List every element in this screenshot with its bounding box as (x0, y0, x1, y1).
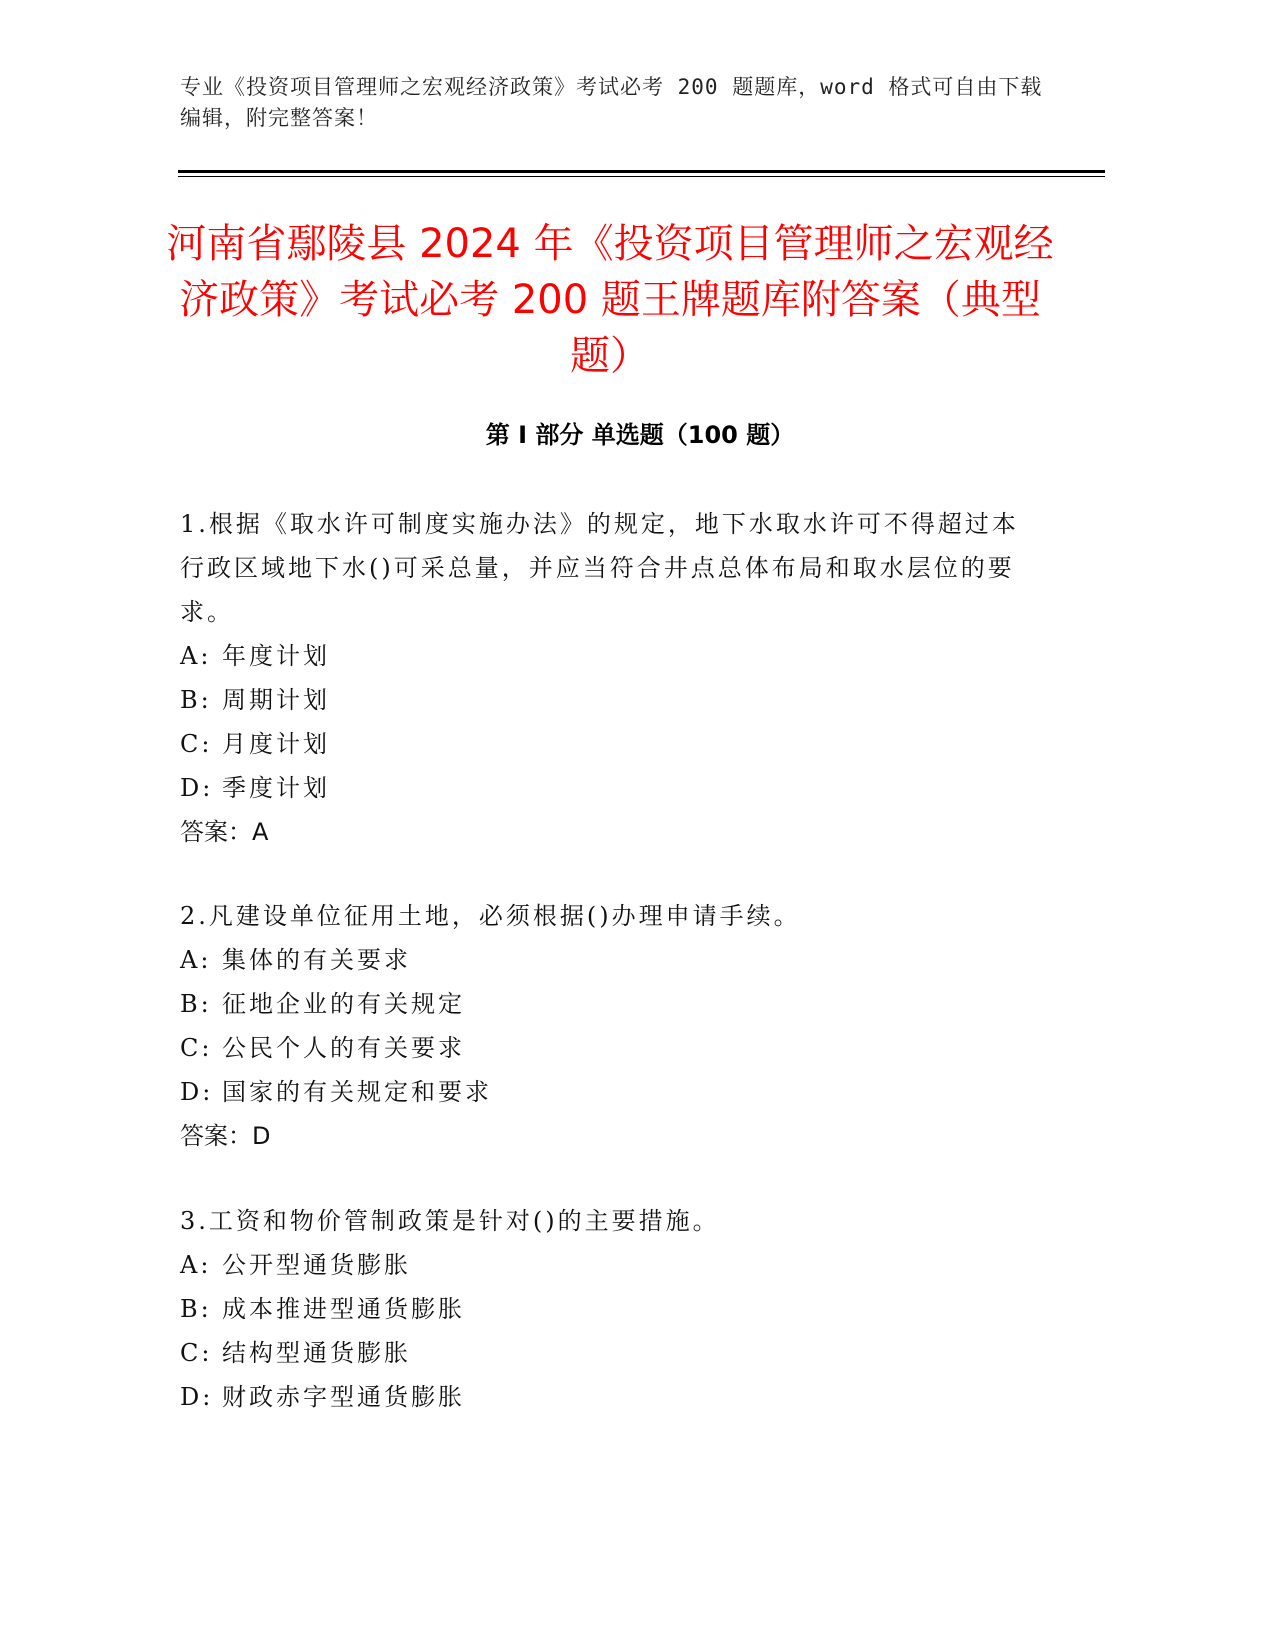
question-stem: 3.工资和物价管制政策是针对()的主要措施。 (180, 1207, 720, 1235)
option-d (180, 1070, 1020, 1114)
option-letter: A: (180, 1251, 212, 1279)
question-2 (180, 894, 1020, 1158)
option-letter: B: (180, 990, 212, 1018)
option-d (180, 766, 1020, 810)
section-title: 第 I 部分 单选题（100 题） (485, 421, 795, 449)
option-text: 季度计划 (222, 774, 330, 802)
header-note: 专业《投资项目管理师之宏观经济政策》考试必考 200 题题库，word 格式可自由下载编辑，附完整答案！ (180, 75, 1043, 130)
answer-label: 答案：D (180, 1122, 271, 1150)
question-stem: 2.凡建设单位征用土地，必须根据()办理申请手续。 (180, 902, 801, 930)
option-a (180, 1243, 1020, 1287)
option-a (180, 938, 1020, 982)
option-text: 国家的有关规定和要求 (222, 1078, 492, 1106)
document-title: 河南省鄢陵县 2024 年《投资项目管理师之宏观经济政策》考试必考 200 题王牌题库附答案（典型题） (166, 221, 1054, 379)
option-text: 财政赤字型通货膨胀 (222, 1383, 465, 1411)
option-text: 结构型通货膨胀 (222, 1339, 411, 1367)
option-text: 成本推进型通货膨胀 (222, 1295, 465, 1323)
option-c (180, 722, 1020, 766)
header-divider-thin (178, 176, 1105, 177)
option-b (180, 678, 1020, 722)
option-b (180, 1287, 1020, 1331)
option-letter: D: (180, 1078, 214, 1106)
option-text: 周期计划 (222, 686, 330, 714)
question-3 (180, 1199, 1020, 1419)
option-b (180, 982, 1020, 1026)
option-c (180, 1331, 1020, 1375)
option-letter: C: (180, 1034, 213, 1062)
answer-label: 答案：A (180, 818, 269, 846)
option-text: 年度计划 (222, 642, 330, 670)
option-c (180, 1026, 1020, 1070)
option-text: 月度计划 (222, 730, 330, 758)
option-a (180, 634, 1020, 678)
option-text: 征地企业的有关规定 (222, 990, 465, 1018)
option-letter: C: (180, 730, 213, 758)
option-letter: D: (180, 1383, 214, 1411)
option-d (180, 1375, 1020, 1419)
option-letter: A: (180, 642, 212, 670)
option-text: 公民个人的有关要求 (222, 1034, 465, 1062)
option-letter: D: (180, 774, 214, 802)
option-text: 集体的有关要求 (222, 946, 411, 974)
option-text: 公开型通货膨胀 (222, 1251, 411, 1279)
option-letter: A: (180, 946, 212, 974)
question-1 (180, 502, 1020, 854)
option-letter: B: (180, 686, 212, 714)
option-letter: C: (180, 1339, 213, 1367)
header-divider (178, 170, 1105, 173)
question-stem: 1.根据《取水许可制度实施办法》的规定，地下水取水许可不得超过本行政区域地下水()可采总量，并应当符合井点总体布局和取水层位的要求。 (180, 510, 1019, 626)
option-letter: B: (180, 1295, 212, 1323)
